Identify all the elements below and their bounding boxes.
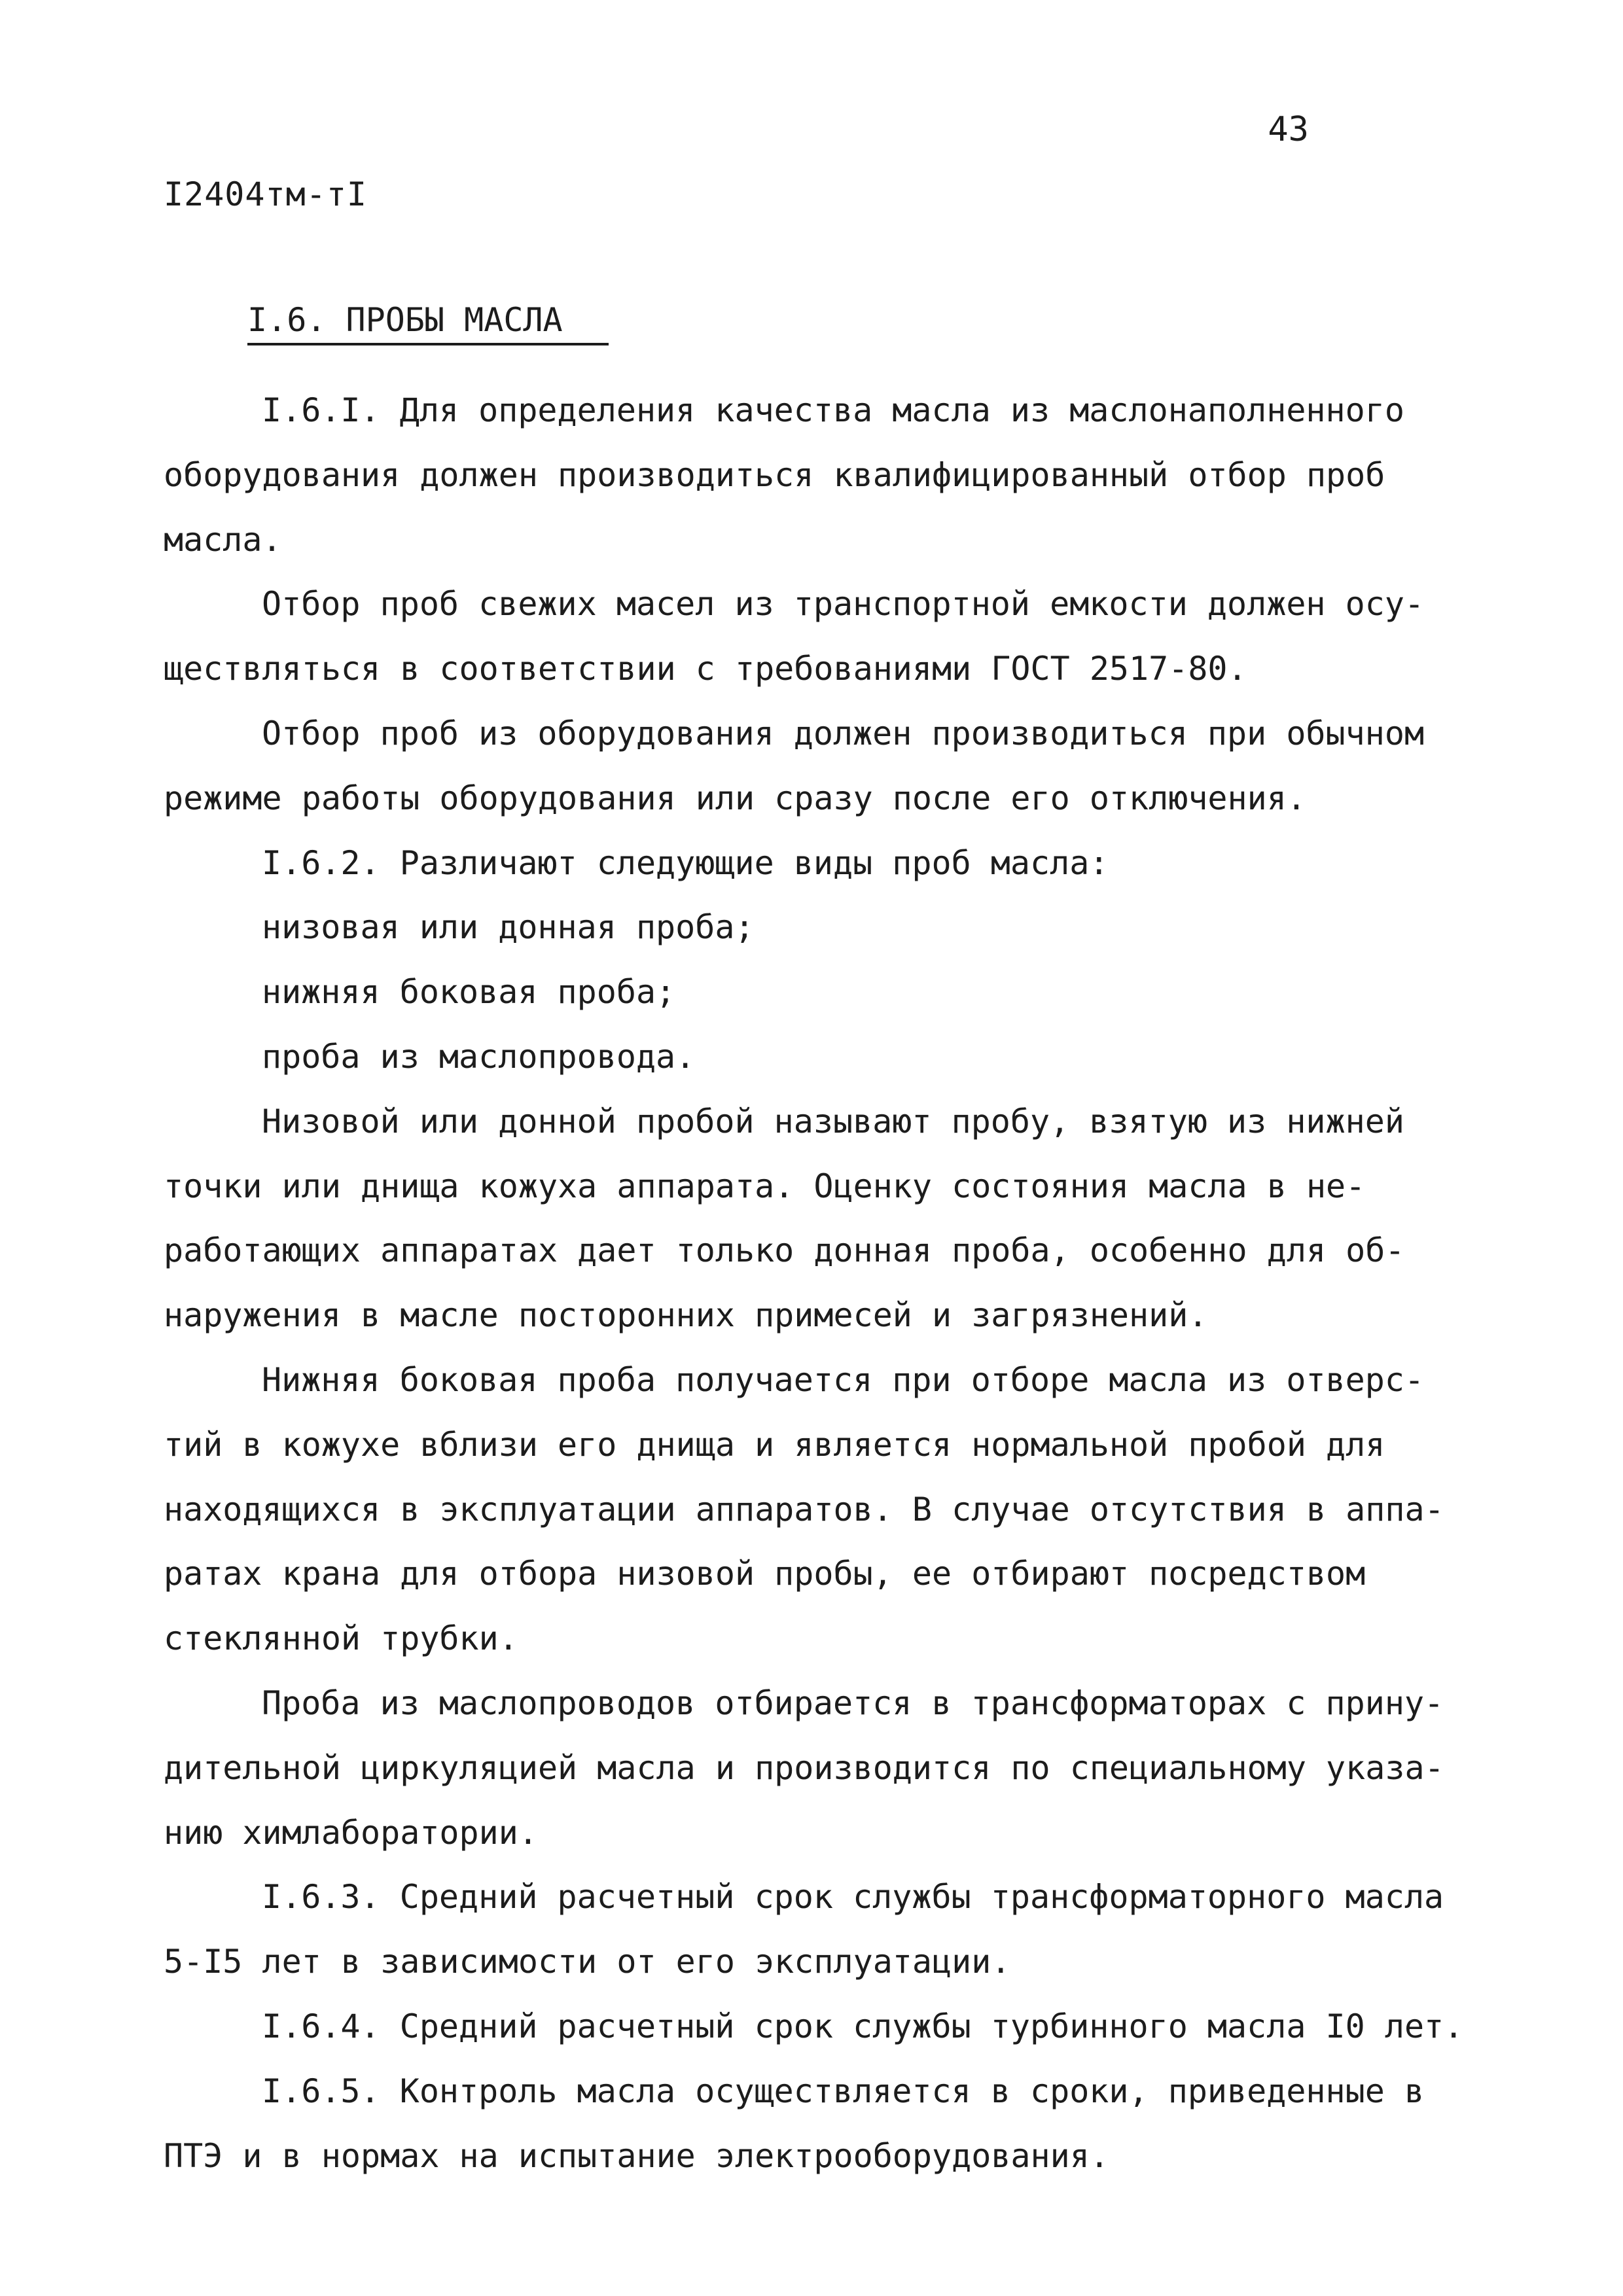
text-line: нию химлаборатории. xyxy=(164,1813,538,1852)
page-number: 43 xyxy=(1268,110,1309,149)
text-line: I.6.2. Различают следующие виды проб масла: xyxy=(262,843,1109,882)
list-item: нижняя боковая проба; xyxy=(262,973,676,1012)
section-heading: I.6. ПРОБЫ МАСЛА xyxy=(247,301,609,345)
list-item: проба из маслопровода. xyxy=(262,1037,696,1076)
text-line: Низовой или донной пробой называют пробу, взятую из нижней xyxy=(262,1102,1404,1140)
text-line: стеклянной трубки. xyxy=(164,1619,518,1658)
text-line: I.6.3. Средний расчетный срок службы трансформаторного масла xyxy=(262,1878,1444,1916)
text-line: точки или днища кожуха аппарата. Оценку состояния масла в не- xyxy=(164,1167,1366,1205)
text-line: режиме работы оборудования или сразу после его отключения. xyxy=(164,779,1306,817)
text-line: I.6.4. Средний расчетный срок службы турбинного масла I0 лет. xyxy=(262,2007,1464,2045)
text-line: Отбор проб свежих масел из транспортной емкости должен осу- xyxy=(262,585,1425,624)
text-line: Проба из маслопроводов отбирается в трансформаторах с прину- xyxy=(262,1684,1444,1722)
text-line: Отбор проб из оборудования должен производиться при обычном xyxy=(262,714,1425,752)
text-line: находящихся в эксплуатации аппаратов. В случае отсутствия в аппа- xyxy=(164,1490,1444,1528)
text-line: тий в кожухе вблизи его днища и является нормальной пробой для xyxy=(164,1425,1385,1464)
text-line: наружения в масле посторонних примесей и загрязнений. xyxy=(164,1296,1208,1335)
text-line: I.6.5. Контроль масла осуществляется в сроки, приведенные в xyxy=(262,2072,1425,2110)
text-line: дительной циркуляцией масла и производится по специальному указа- xyxy=(164,1748,1444,1787)
text-line: 5-I5 лет в зависимости от его эксплуатации. xyxy=(164,1943,1011,1981)
document-body xyxy=(164,378,1472,2188)
list-item: низовая или донная проба; xyxy=(262,908,755,947)
document-code: I2404тм-тI xyxy=(164,175,368,213)
text-line: масла. xyxy=(164,520,282,559)
text-line: ратах крана для отбора низовой пробы, ее отбирают посредством xyxy=(164,1555,1366,1593)
text-line: оборудования должен производиться квалифицированный отбор проб xyxy=(164,455,1385,494)
text-line: I.6.I. Для определения качества масла из маслонаполненного xyxy=(262,391,1404,429)
text-line: ществляться в соответствии с требованиями ГОСТ 2517-80. xyxy=(164,650,1247,688)
text-line: Нижняя боковая проба получается при отборе масла из отверс- xyxy=(262,1360,1425,1399)
text-line: работающих аппаратах дает только донная проба, особенно для об- xyxy=(164,1231,1405,1270)
text-line: ПТЭ и в нормах на испытание электрооборудования. xyxy=(164,2136,1109,2175)
